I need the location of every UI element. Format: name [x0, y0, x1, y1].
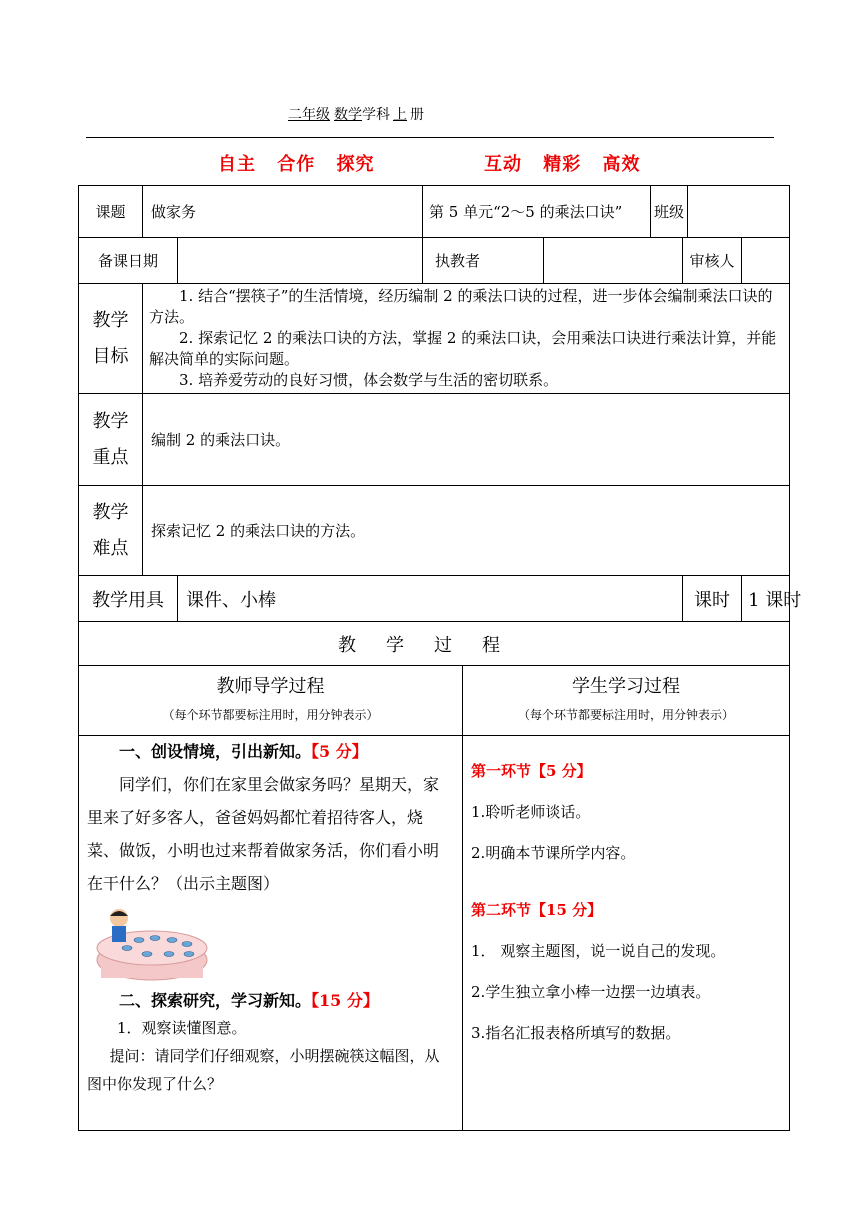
key-label: 教学 重点 [79, 394, 143, 486]
document-header [288, 104, 424, 124]
student-item: 1.聆听老师谈话。 [471, 803, 591, 821]
tools-label: 教学用具 [79, 576, 178, 622]
student-item: 1． 观察主题图，说一说自己的发现。 [471, 942, 726, 960]
reviewer-label: 审核人 [683, 238, 742, 284]
reviewer-value [742, 238, 790, 284]
student-section-2: 第二环节【15 分】 [471, 901, 603, 919]
teacher-value [544, 238, 683, 284]
goal-item: 3. 培养爱劳动的良好习惯，体会数学与生活的密切联系。 [179, 371, 559, 389]
student-item: 2.学生独立拿小棒一边摆一边填表。 [471, 983, 711, 1001]
teacher-column-title: 教师导学过程 [216, 676, 325, 697]
teacher-section-2-item: 1．观察读懂图意。 [117, 1019, 247, 1037]
topic-label: 课题 [79, 186, 143, 238]
goals-content [143, 284, 790, 394]
subject: 数学 [334, 107, 362, 123]
difficulty-label: 教学 难点 [79, 486, 143, 576]
teacher-section-2-question: 提问：请同学们仔细观察，小明摆碗筷这幅图，从图中你发现了什么？ [87, 1047, 440, 1093]
period-label: 课时 [683, 576, 742, 622]
motto-left: 自主 合作 探究 [218, 154, 375, 175]
difficulty-value: 探索记忆 2 的乘法口诀的方法。 [143, 486, 790, 576]
goals-label: 教学 目标 [79, 284, 143, 394]
teacher-section-1: 一、创设情境，引出新知。【5 分】 [119, 742, 368, 761]
teacher-label: 执教者 [423, 238, 544, 284]
volume-suffix: 册 [410, 107, 424, 123]
teacher-process-cell [79, 736, 463, 1131]
student-item: 2.明确本节课所学内容。 [471, 844, 636, 862]
process-title: 教学过程 [79, 622, 790, 666]
motto-right: 互动 精彩 高效 [484, 154, 641, 175]
teacher-column-header [79, 666, 463, 736]
student-item: 3.指名汇报表格所填写的数据。 [471, 1024, 681, 1042]
date-value [178, 238, 423, 284]
grade: 二年级 [288, 107, 330, 123]
student-column-note: （每个环节都要标注用时，用分钟表示） [518, 708, 735, 722]
teacher-section-1-text: 同学们，你们在家里会做家务吗？星期天，家里来了好多客人，爸爸妈妈都忙着招待客人，烧菜、做饭，小明也过来帮着做家务活，你们看小明在干什么？（出示主题图） [87, 775, 440, 893]
theme-illustration [87, 904, 454, 988]
lesson-plan-table [78, 185, 802, 1131]
key-value: 编制 2 的乘法口诀。 [143, 394, 790, 486]
subject-suffix: 学科 [362, 107, 390, 123]
topic-value: 做家务 [143, 186, 423, 238]
student-section-1: 第一环节【5 分】 [471, 762, 592, 780]
goal-item: 2. 探索记忆 2 的乘法口诀的方法，掌握 2 的乘法口诀，会用乘法口诀进行乘法计算，并能解决简单的实际问题。 [149, 329, 777, 368]
student-column-header [463, 666, 790, 736]
student-process-cell [463, 736, 790, 1131]
student-column-title: 学生学习过程 [572, 676, 681, 697]
period-value: 1 课时 [742, 576, 790, 622]
class-value [688, 186, 790, 238]
volume: 上 [393, 107, 407, 123]
teacher-column-note: （每个环节都要标注用时，用分钟表示） [162, 708, 379, 722]
header-rule [86, 137, 774, 138]
tools-value: 课件、小棒 [178, 576, 683, 622]
unit-title: 第 5 单元“2～5 的乘法口诀” [423, 186, 651, 238]
teacher-section-2: 二、探索研究，学习新知。【15 分】 [119, 991, 379, 1010]
date-label: 备课日期 [79, 238, 178, 284]
class-label: 班级 [651, 186, 688, 238]
goal-item: 1. 结合“摆筷子”的生活情境，经历编制 2 的乘法口诀的过程，进一步体会编制乘法口诀的方法。 [149, 287, 773, 326]
